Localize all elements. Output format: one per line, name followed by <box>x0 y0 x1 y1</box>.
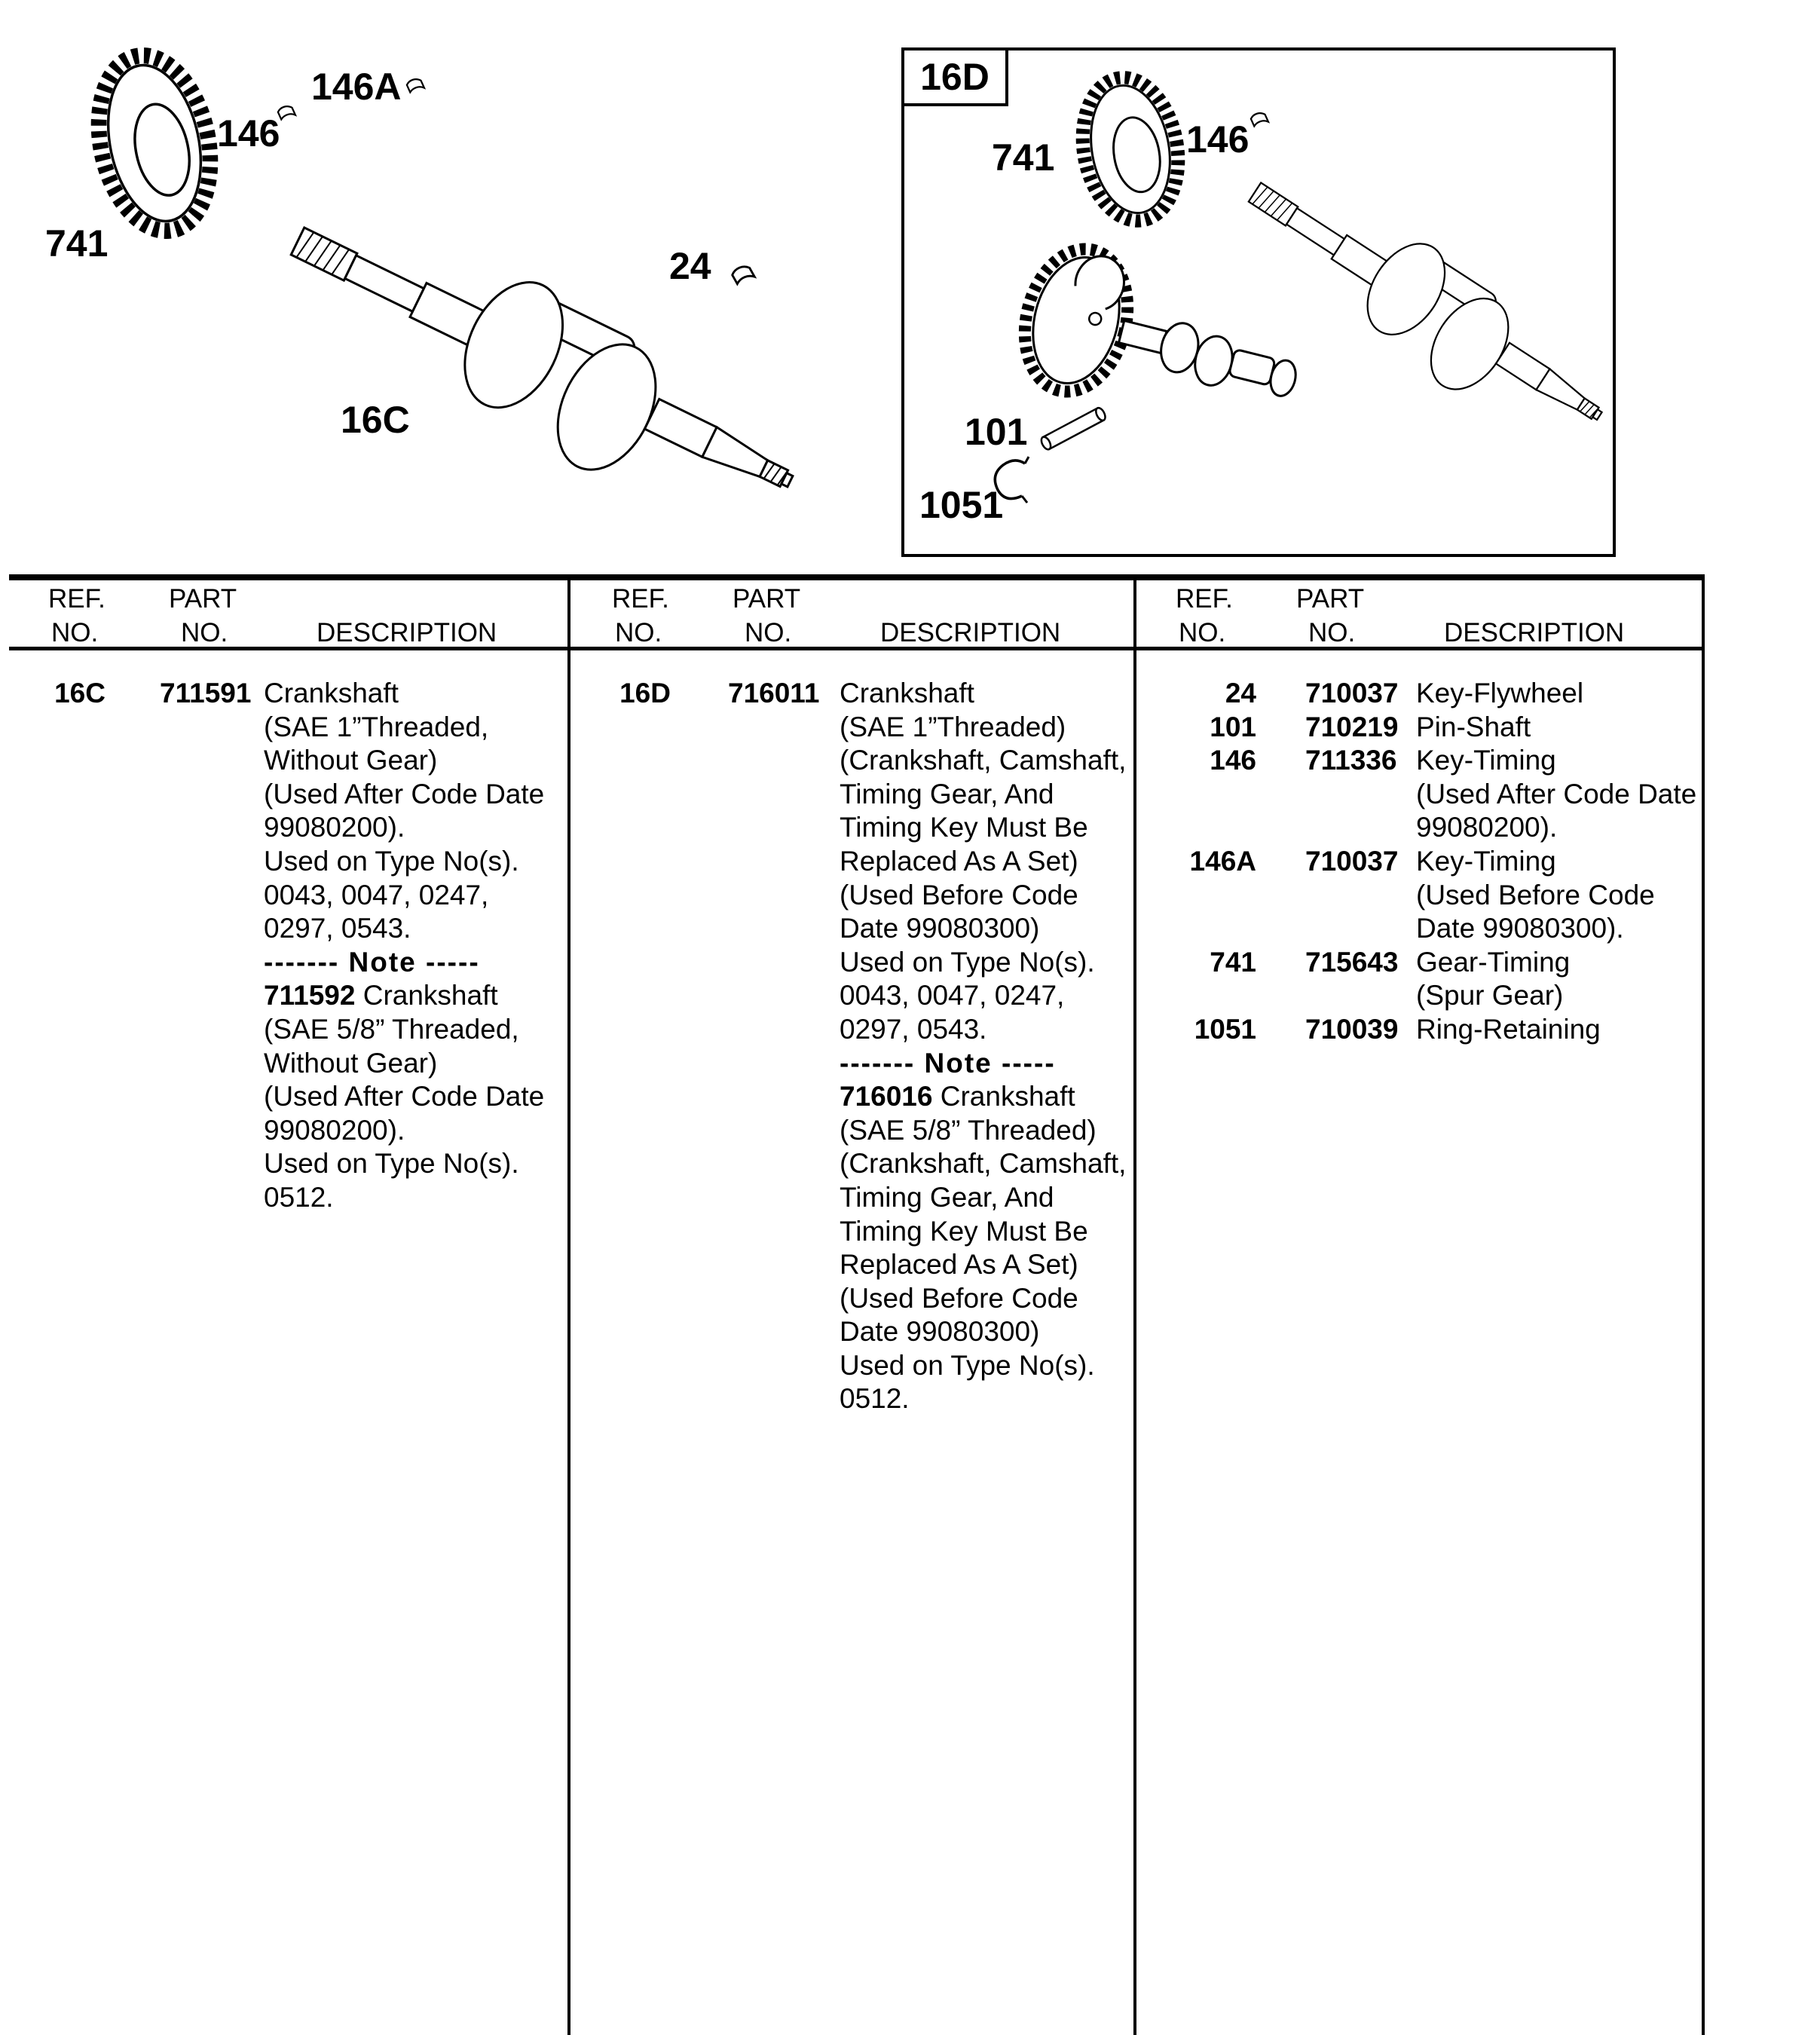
table-right-rule <box>1702 574 1705 2035</box>
header-no: NO. <box>1179 618 1226 647</box>
part-cell <box>671 1215 840 1249</box>
part-cell: 710219 <box>1305 711 1399 742</box>
desc-cell: Date 99080300) <box>840 913 1040 944</box>
table-row <box>573 1215 1132 1249</box>
table-row <box>573 912 1132 946</box>
table-row <box>1136 677 1700 711</box>
ref-cell <box>9 1147 106 1181</box>
part-cell <box>1256 811 1416 845</box>
part-cell <box>106 912 264 946</box>
ref-cell <box>573 1215 671 1249</box>
part-cell <box>671 711 840 745</box>
desc-cell: (Used After Code Date <box>264 778 545 809</box>
part-cell <box>1256 979 1416 1013</box>
desc-cell: (Used Before Code <box>1416 879 1655 910</box>
desc-cell: ------- Note ----- <box>264 946 480 978</box>
part-cell <box>671 1315 840 1349</box>
part-cell: 715643 <box>1305 946 1399 978</box>
table-column-16c <box>9 677 565 1215</box>
desc-cell: Used on Type No(s). <box>840 946 1095 978</box>
desc-cell: (SAE 5/8” Threaded, <box>264 1013 519 1045</box>
table-row <box>1136 979 1700 1013</box>
table-row <box>9 1080 565 1114</box>
table-row <box>573 1013 1132 1047</box>
part-cell <box>671 979 840 1013</box>
ref-cell <box>573 1382 671 1416</box>
table-row <box>9 778 565 812</box>
table-row <box>9 677 565 711</box>
desc-cell: 0043, 0047, 0247, <box>840 980 1065 1011</box>
ref-cell <box>1136 912 1256 946</box>
part-cell <box>671 811 840 845</box>
desc-cell: Timing Key Must Be <box>840 1215 1088 1247</box>
table-row <box>1136 946 1700 980</box>
table-row <box>9 1114 565 1148</box>
table-row <box>9 1181 565 1215</box>
desc-cell: Without Gear) <box>264 1047 438 1079</box>
callout-101: 101 <box>965 411 1028 453</box>
desc-cell: Key-Flywheel <box>1416 678 1584 708</box>
desc-cell: Used on Type No(s). <box>840 1349 1095 1381</box>
table-row <box>9 845 565 879</box>
table-row <box>9 979 565 1013</box>
part-cell <box>106 811 264 845</box>
ref-cell: 24 <box>1225 678 1256 708</box>
ref-cell <box>573 845 671 879</box>
table-column-misc <box>1136 677 1700 1047</box>
desc-cell: Pin-Shaft <box>1416 711 1531 742</box>
desc-cell: Key-Timing <box>1416 845 1556 877</box>
part-cell <box>106 1114 264 1148</box>
header-no: NO. <box>615 618 662 647</box>
table-row <box>1136 845 1700 879</box>
ref-cell <box>573 879 671 913</box>
part-cell <box>671 879 840 913</box>
desc-cell: Used on Type No(s). <box>264 845 519 877</box>
header-ref: REF. <box>48 584 106 614</box>
table-row <box>573 1080 1132 1114</box>
part-cell <box>671 1181 840 1215</box>
ref-cell <box>573 1315 671 1349</box>
table-row <box>9 811 565 845</box>
part-cell: 711591 <box>160 678 252 708</box>
table-row <box>573 1114 1132 1148</box>
part-cell <box>671 1248 840 1282</box>
header-part: PART <box>169 584 237 614</box>
table-row <box>9 744 565 778</box>
callout-146a: 146A <box>311 66 402 108</box>
desc-cell: ------- Note ----- <box>840 1047 1056 1079</box>
ref-cell <box>9 778 106 812</box>
desc-cell: 99080200). <box>1416 812 1558 843</box>
ref-cell <box>573 912 671 946</box>
callout-741-right: 741 <box>992 136 1055 179</box>
part-cell <box>106 744 264 778</box>
table-row <box>9 912 565 946</box>
ref-cell <box>9 1080 106 1114</box>
table-row <box>1136 912 1700 946</box>
desc-cell: (Used After Code Date <box>1416 778 1697 809</box>
table-row <box>1136 1013 1700 1047</box>
table-top-rule <box>9 574 1705 580</box>
callout-741-left: 741 <box>45 222 109 265</box>
desc-cell: 711592 Crankshaft <box>264 980 498 1011</box>
header-part: PART <box>1296 584 1365 614</box>
ref-cell <box>9 879 106 913</box>
header-ref: REF. <box>1176 584 1233 614</box>
table-row <box>1136 744 1700 778</box>
part-cell <box>106 1013 264 1047</box>
table-column-16d <box>573 677 1132 1416</box>
desc-cell: Replaced As A Set) <box>840 845 1078 877</box>
table-row <box>9 946 565 980</box>
desc-cell: (SAE 1”Threaded, <box>264 711 489 742</box>
part-cell <box>671 1382 840 1416</box>
desc-cell: Gear-Timing <box>1416 946 1571 978</box>
ref-cell: 16C <box>54 678 106 708</box>
table-row <box>9 1147 565 1181</box>
ref-cell <box>9 711 106 745</box>
part-cell <box>106 1047 264 1081</box>
ref-cell <box>573 744 671 778</box>
ref-cell <box>573 1349 671 1383</box>
table-divider-1 <box>567 574 570 2035</box>
part-cell: 716011 <box>728 678 820 708</box>
desc-cell: Without Gear) <box>264 745 438 776</box>
part-cell: 710039 <box>1305 1013 1399 1045</box>
desc-cell: Crankshaft <box>264 678 399 708</box>
header-part: PART <box>733 584 801 614</box>
timing-gear-drawing-left <box>84 45 226 241</box>
table-row <box>573 1315 1132 1349</box>
part-cell <box>671 946 840 980</box>
header-description: DESCRIPTION <box>317 618 497 647</box>
ref-cell <box>9 979 106 1013</box>
desc-cell: Key-Timing <box>1416 745 1556 776</box>
table-row <box>1136 879 1700 913</box>
callout-24: 24 <box>669 245 711 287</box>
ref-cell <box>1136 979 1256 1013</box>
table-row <box>573 1147 1132 1181</box>
desc-cell: Ring-Retaining <box>1416 1013 1601 1045</box>
ref-cell: 16D <box>619 678 671 708</box>
desc-cell: (SAE 1”Threaded) <box>840 711 1066 742</box>
ref-cell <box>1136 879 1256 913</box>
part-cell <box>671 744 840 778</box>
table-row <box>573 946 1132 980</box>
table-row <box>573 1047 1132 1081</box>
ref-cell <box>573 1248 671 1282</box>
ref-cell <box>1136 811 1256 845</box>
part-cell <box>106 711 264 745</box>
ref-cell <box>573 711 671 745</box>
key-timing-a-drawing <box>405 77 426 96</box>
table-row <box>1136 778 1700 812</box>
desc-cell: Replaced As A Set) <box>840 1249 1078 1281</box>
desc-cell: 0512. <box>264 1181 334 1213</box>
part-cell <box>671 1047 840 1081</box>
ref-cell: 1051 <box>1194 1013 1256 1045</box>
header-ref: REF. <box>612 584 669 614</box>
desc-cell: 0297, 0543. <box>264 913 411 944</box>
desc-cell: (Used Before Code <box>840 879 1078 910</box>
ref-cell <box>9 1013 106 1047</box>
table-row <box>573 677 1132 711</box>
ref-cell <box>9 946 106 980</box>
table-row <box>573 1248 1132 1282</box>
header-no: NO. <box>51 618 99 647</box>
callout-1051: 1051 <box>919 484 1004 526</box>
part-cell <box>671 1013 840 1047</box>
part-cell <box>106 778 264 812</box>
ref-cell: 741 <box>1210 946 1256 978</box>
ref-cell <box>9 1114 106 1148</box>
table-row <box>573 845 1132 879</box>
part-cell: 710037 <box>1305 845 1399 877</box>
ref-cell <box>1136 778 1256 812</box>
table-row <box>573 1282 1132 1316</box>
table-row <box>573 979 1132 1013</box>
ref-cell <box>9 845 106 879</box>
table-row <box>573 711 1132 745</box>
part-cell: 710037 <box>1305 678 1399 708</box>
ref-cell <box>9 912 106 946</box>
ref-cell <box>9 811 106 845</box>
part-cell <box>1256 778 1416 812</box>
ref-cell <box>573 1181 671 1215</box>
callout-146-right: 146 <box>1186 118 1250 161</box>
panel-16d-box <box>901 47 1616 557</box>
ref-cell <box>573 1282 671 1316</box>
desc-cell: 0043, 0047, 0247, <box>264 879 489 910</box>
table-row <box>573 879 1132 913</box>
table-row <box>573 1181 1132 1215</box>
desc-cell: (Crankshaft, Camshaft, <box>840 1148 1127 1180</box>
part-cell <box>671 1282 840 1316</box>
header-description: DESCRIPTION <box>880 618 1061 647</box>
table-row <box>9 1013 565 1047</box>
ref-cell <box>573 1147 671 1181</box>
desc-cell: Timing Gear, And <box>840 778 1054 809</box>
ref-cell <box>573 1013 671 1047</box>
ref-cell <box>573 946 671 980</box>
ref-cell <box>573 778 671 812</box>
desc-cell: Timing Key Must Be <box>840 812 1088 843</box>
part-cell <box>671 1349 840 1383</box>
header-description: DESCRIPTION <box>1444 618 1625 647</box>
header-no: NO. <box>1308 618 1356 647</box>
part-cell: 711336 <box>1305 745 1397 776</box>
key-flywheel-drawing <box>731 265 756 286</box>
desc-cell: (Used After Code Date <box>264 1081 545 1112</box>
ref-cell <box>9 744 106 778</box>
desc-cell: 0297, 0543. <box>840 1013 987 1045</box>
table-row <box>1136 711 1700 745</box>
part-cell <box>671 1080 840 1114</box>
desc-cell: 716016 Crankshaft <box>840 1081 1075 1112</box>
panel-16d-tag: 16D <box>904 50 1008 106</box>
ref-cell: 146A <box>1189 845 1256 877</box>
ref-cell <box>573 811 671 845</box>
part-cell <box>106 845 264 879</box>
part-cell <box>106 946 264 980</box>
ref-cell <box>573 1080 671 1114</box>
ref-cell <box>573 1047 671 1081</box>
desc-cell: Date 99080300). <box>1416 913 1624 944</box>
desc-cell: Date 99080300) <box>840 1316 1040 1348</box>
part-cell <box>106 1181 264 1215</box>
table-row <box>573 811 1132 845</box>
ref-cell: 146 <box>1210 745 1256 776</box>
ref-cell: 101 <box>1210 711 1256 742</box>
ref-cell <box>9 1181 106 1215</box>
part-cell <box>106 979 264 1013</box>
part-cell <box>106 1080 264 1114</box>
desc-cell: 0512. <box>840 1383 910 1415</box>
desc-cell: (SAE 5/8” Threaded) <box>840 1114 1097 1146</box>
part-cell <box>671 1114 840 1148</box>
desc-cell: 99080200). <box>264 812 405 843</box>
ref-cell <box>573 979 671 1013</box>
desc-cell: Crankshaft <box>840 678 974 708</box>
header-no: NO. <box>745 618 792 647</box>
crankshaft-16c-drawing <box>263 180 820 553</box>
part-cell <box>1256 912 1416 946</box>
table-row <box>9 879 565 913</box>
ref-cell <box>9 1047 106 1081</box>
table-row <box>9 1047 565 1081</box>
part-cell <box>1256 879 1416 913</box>
table-row <box>1136 811 1700 845</box>
table-row <box>573 778 1132 812</box>
header-no: NO. <box>181 618 228 647</box>
desc-cell: (Spur Gear) <box>1416 980 1564 1011</box>
part-cell <box>671 1147 840 1181</box>
part-cell <box>671 845 840 879</box>
desc-cell: 99080200). <box>264 1114 405 1146</box>
callout-16c: 16C <box>341 399 410 441</box>
part-cell <box>671 912 840 946</box>
part-cell <box>106 879 264 913</box>
table-row <box>573 744 1132 778</box>
desc-cell: Used on Type No(s). <box>264 1148 519 1180</box>
callout-146-left: 146 <box>217 112 280 155</box>
ref-cell <box>573 1114 671 1148</box>
desc-cell: Timing Gear, And <box>840 1181 1054 1213</box>
part-cell <box>106 1147 264 1181</box>
table-row <box>9 711 565 745</box>
part-cell <box>671 778 840 812</box>
table-row <box>573 1349 1132 1383</box>
desc-cell: (Crankshaft, Camshaft, <box>840 745 1127 776</box>
table-row <box>573 1382 1132 1416</box>
desc-cell: (Used Before Code <box>840 1282 1078 1314</box>
